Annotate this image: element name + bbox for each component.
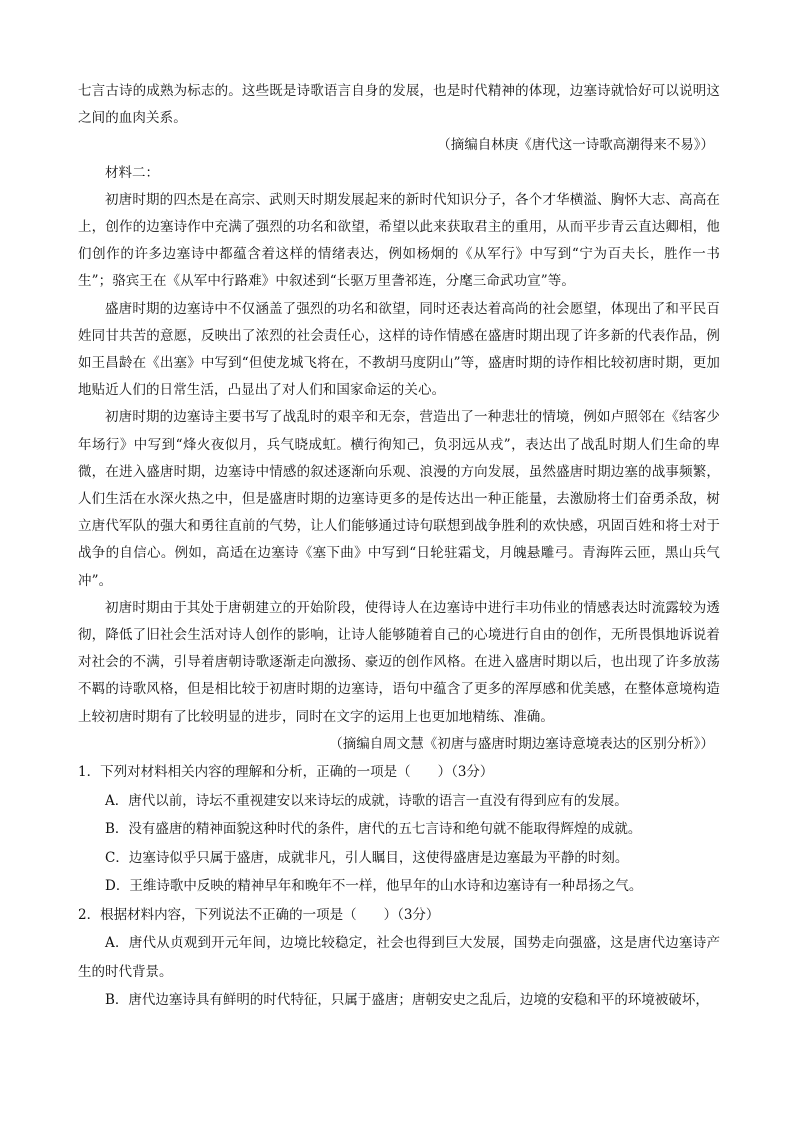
material-2-paragraph-3: 初唐时期的边塞诗主要书写了战乱时的艰辛和无奈，营造出了一种悲壮的情境，例如卢照邻在《结客少年场行》中写到“烽火夜似月，兵气晓成虹。横行徇知己，负羽远从戎”，表达出了战乱时期人们生命的卑微，在进入盛唐时期，边塞诗中情感的叙述逐渐向乐观、浪漫的方向发展，虽然盛唐时期边塞的战事频繁，人们生活在水深火热之中，但是盛唐时期的边塞诗更多的是传达出一种正能量，去激励将士们奋勇杀敌，树立唐代军队的强大和勇往直前的气势，让人们能够通过诗句联想到战争胜利的欢快感，巩固百姓和将士对于战争的自信心。例如，高适在边塞诗《塞下曲》中写到“日轮驻霜戈，月魄悬雕弓。青海阵云匝，黑山兵气冲”。 bbox=[78, 409, 720, 589]
material-2-paragraph-2: 盛唐时期的边塞诗中不仅涵盖了强烈的功名和欲望，同时还表达着高尚的社会愿望，体现出了和平民百姓同甘共苦的意愿，反映出了浓烈的社会责任心，这样的诗作情感在盛唐时期出现了许多新的代表作品，例如王昌龄在《出塞》中写到“但使龙城飞将在，不教胡马度阴山”等，盛唐时期的诗作相比较初唐时期，更加地贴近人们的日常生活，凸显出了对人们和国家命运的关心。 bbox=[78, 300, 720, 399]
question-2 bbox=[78, 901, 720, 1015]
question-1-option-d: D．王维诗歌中反映的精神早年和晚年不一样，他早年的山水诗和边塞诗有一种昂扬之气。 bbox=[105, 878, 643, 895]
question-2-option-a: A．唐代从贞观到开元年间，边境比较稳定，社会也得到巨大发展，国势走向强盛，这是唐代边塞诗产生的时代背景。 bbox=[78, 935, 720, 980]
material-2-paragraph-4: 初唐时期由于其处于唐朝建立的开始阶段，使得诗人在边塞诗中进行丰功伟业的情感表达时流露较为透彻，降低了旧社会生活对诗人创作的影响，让诗人能够随着自己的心境进行自由的创作，无所畏惧地诉说着对社会的不满，引导着唐朝诗歌逐渐走向激扬、豪迈的创作风格。在进入盛唐时期以后，也出现了许多放荡不羁的诗歌风格，但是相比较于初唐时期的边塞诗，语句中蕴含了更多的浑厚感和优美感，在整体意境构造上较初唐时期有了比较明显的进步，同时在文字的运用上也更加地精练、准确。 bbox=[78, 599, 720, 725]
question-1-option-c: C．边塞诗似乎只属于盛唐，成就非凡，引人瞩目，这使得盛唐是边塞最为平静的时刻。 bbox=[105, 849, 629, 866]
source-citation-2: （摘编自周文慧《初唐与盛唐时期边塞诗意境表达的区别分析》） bbox=[329, 735, 714, 752]
question-2-option-b: B．唐代边塞诗具有鲜明的时代特征，只属于盛唐；唐朝安史之乱后，边境的安稳和平的环境被破坏， bbox=[105, 992, 709, 1009]
question-1 bbox=[78, 758, 720, 901]
question-1-option-a: A．唐代以前，诗坛不重视建安以来诗坛的成就，诗歌的语言一直没有得到应有的发展。 bbox=[105, 792, 628, 809]
question-1-stem: 1．下列对材料相关内容的理解和分析，正确的一项是（ ）（3分） bbox=[78, 764, 494, 781]
intro-paragraph: 七言古诗的成熟为标志的。这些既是诗歌语言自身的发展，也是时代精神的体现，边塞诗就恰好可以说明这之间的血肉关系。 bbox=[78, 83, 720, 127]
material-2-paragraph-1: 初唐时期的四杰是在高宗、武则天时期发展起来的新时代知识分子，各个才华横溢、胸怀大志、高高在上，创作的边塞诗作中充满了强烈的功名和欲望，希望以此来获取君主的重用，从而平步青云直达卿相，他们创作的许多边塞诗中都蕴含着这样的情绪表达，例如杨炯的《从军行》中写到“宁为百夫长，胜作一书生”；骆宾王在《从军中行路难》中叙述到“长驱万里詟祁连，分麾三命武功宣”等。 bbox=[78, 191, 720, 290]
material-2-heading: 材料二： bbox=[105, 164, 159, 181]
question-2-stem: 2．根据材料内容，下列说法不正确的一项是（ ）（3分） bbox=[78, 906, 440, 923]
source-citation-1: （摘编自林庚《唐代这一诗歌高潮得来不易》） bbox=[437, 137, 714, 154]
question-1-option-b: B．没有盛唐的精神面貌这种时代的条件，唐代的五七言诗和绝句就不能取得辉煌的成就。 bbox=[105, 821, 642, 838]
document-page bbox=[78, 78, 720, 1015]
